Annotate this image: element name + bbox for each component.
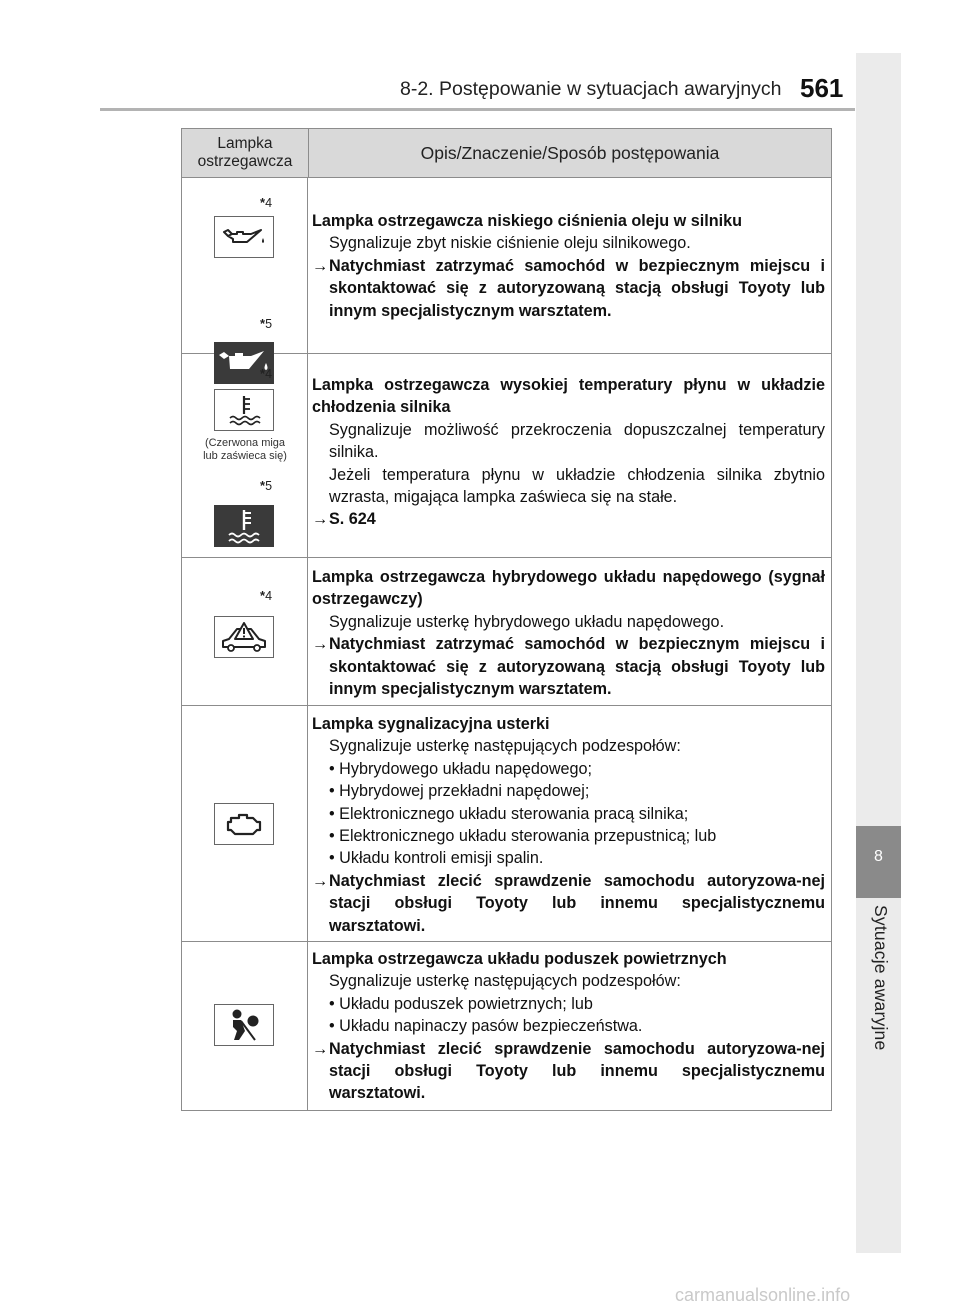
description-cell <box>308 354 831 557</box>
table-row <box>182 558 831 706</box>
description-cell <box>308 706 831 941</box>
lamp-description: Sygnalizuje zbyt niskie ciśnienie oleju silnikowego. <box>329 234 691 253</box>
coolant-temperature-icon <box>214 389 274 431</box>
lamp-title: Lampka sygnalizacyjna usterki <box>312 715 550 733</box>
lamp-title: Lampka ostrzegawcza niskiego ciśnienia oleju w silniku <box>312 212 743 230</box>
check-engine-icon <box>214 803 274 845</box>
lamp-description: Sygnalizuje usterkę następujących podzespołów: <box>329 972 681 991</box>
lamp-action: Natychmiast zlecić sprawdzenie samochodu autoryzowa-nej stacji obsługi Toyoty lub innemu specjalistycznemu warsztatowi. <box>329 1039 825 1103</box>
lamp-description: Sygnalizuje możliwość przekroczenia dopuszczalnej temperatury silnika. <box>329 420 825 462</box>
footnote-mark: *4 <box>260 366 273 381</box>
column-header-lamp-line2: ostrzegawcza <box>197 153 293 170</box>
table-row <box>182 942 831 1110</box>
lamp-title: Lampka ostrzegawcza wysokiej temperatury płynu w układzie chłodzenia silnika <box>312 376 825 417</box>
lamp-cell <box>182 354 308 557</box>
table-row <box>182 354 831 558</box>
description-cell <box>308 942 831 1110</box>
lamp-title: Lampka ostrzegawcza układu poduszek powietrznych <box>312 950 727 968</box>
lamp-description: Sygnalizuje usterkę następujących podzespołów: <box>329 737 681 756</box>
arrow-icon: → <box>312 510 329 529</box>
lamp-title: Lampka ostrzegawcza hybrydowego układu napędowego (sygnał ostrzegawczy) <box>312 568 825 609</box>
header-divider <box>100 108 855 111</box>
arrow-icon: → <box>312 871 329 890</box>
list-item: • Układu napinaczy pasów bezpieczeństwa. <box>329 1017 643 1036</box>
arrow-icon: → <box>312 256 329 275</box>
lamp-note: (Czerwona miga lub zaświeca się) <box>203 437 287 462</box>
column-header-lamp <box>182 129 309 177</box>
oil-pressure-icon <box>214 216 274 258</box>
lamp-cell <box>182 942 308 1110</box>
action-line <box>312 1038 825 1105</box>
footnote-mark: *5 <box>260 316 273 331</box>
list-item: • Hybrydowego układu napędowego; <box>329 759 593 778</box>
lamp-cell <box>182 558 308 705</box>
table-header <box>182 129 831 178</box>
action-line <box>312 255 825 322</box>
chapter-side-strip <box>856 53 901 1253</box>
section-title: 8-2. Postępowanie w sytuacjach awaryjnych <box>400 78 782 100</box>
lamp-description: Jeżeli temperatura płynu w układzie chłodzenia silnika zbytnio wzrasta, migająca lampka zaświeca się na stałe. <box>329 465 825 507</box>
lamp-action: Natychmiast zatrzymać samochód w bezpiecznym miejscu i skontaktować się z autoryzowaną stacją obsługi Toyoty lub innym specjalistycznym warsztatem. <box>329 635 825 699</box>
airbag-icon <box>214 1004 274 1046</box>
lamp-cell <box>182 706 308 941</box>
action-line <box>312 633 825 700</box>
action-line <box>312 508 825 530</box>
lamp-description: Sygnalizuje usterkę hybrydowego układu napędowego. <box>329 612 725 631</box>
lamp-cell <box>182 178 308 353</box>
action-line <box>312 870 825 937</box>
watermark: carmanualsonline.info <box>675 1285 851 1305</box>
list-item: • Elektronicznego układu sterowania pracą silnika; <box>329 804 689 823</box>
list-item: • Układu kontroli emisji spalin. <box>329 849 544 868</box>
hybrid-system-warning-icon <box>214 616 274 658</box>
table-row <box>182 178 831 354</box>
warning-lights-table <box>181 128 832 1111</box>
list-item: • Hybrydowej przekładni napędowej; <box>329 782 590 801</box>
footnote-mark: *4 <box>260 588 273 603</box>
page-number: 561 <box>800 73 844 103</box>
arrow-icon: → <box>312 635 329 654</box>
column-header-description: Opis/Znaczenie/Sposób postępowania <box>420 142 720 163</box>
lamp-action: Natychmiast zatrzymać samochód w bezpiecznym miejscu i skontaktować się z autoryzowaną stacją obsługi Toyoty lub innym specjalistycznym warsztatem. <box>329 256 825 320</box>
description-cell <box>308 178 831 353</box>
lamp-action: Natychmiast zlecić sprawdzenie samochodu autoryzowa-nej stacji obsługi Toyoty lub innemu specjalistycznemu warsztatowi. <box>329 871 825 935</box>
arrow-icon: → <box>312 1039 329 1058</box>
column-header-lamp-line1: Lampka <box>217 135 273 152</box>
page-header <box>0 0 960 112</box>
footnote-mark: *4 <box>260 195 273 210</box>
coolant-temperature-icon <box>214 505 274 547</box>
list-item: • Układu poduszek powietrznych; lub <box>329 994 593 1013</box>
table-row <box>182 706 831 942</box>
list-item: • Elektronicznego układu sterowania przepustnicą; lub <box>329 827 717 846</box>
chapter-number: 8 <box>874 848 883 865</box>
description-cell <box>308 558 831 705</box>
chapter-label: Sytuacje awaryjne <box>871 905 891 1051</box>
page-reference-link[interactable]: S. 624 <box>329 510 376 529</box>
footnote-mark: *5 <box>260 478 273 493</box>
